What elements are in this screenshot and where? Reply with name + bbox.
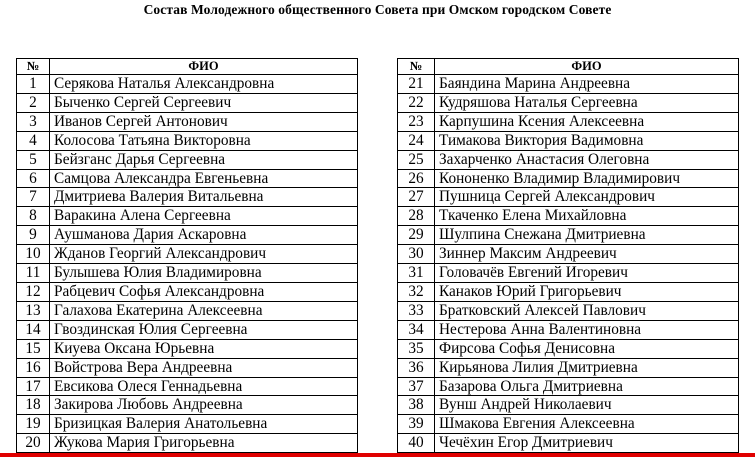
table-row <box>398 150 739 169</box>
row-number: 27 <box>398 188 435 207</box>
member-name: Канаков Юрий Григорьевич <box>435 282 739 301</box>
row-number: 16 <box>17 358 50 377</box>
table-row <box>17 75 358 94</box>
member-name: Кононенко Владимир Владимирович <box>435 169 739 188</box>
column-header-name: ФИО <box>50 59 358 75</box>
member-name: Галахова Екатерина Алексеевна <box>50 301 358 320</box>
row-number: 11 <box>17 264 50 283</box>
member-name: Нестерова Анна Валентиновна <box>435 320 739 339</box>
row-number: 24 <box>398 131 435 150</box>
table-row <box>398 377 739 396</box>
row-number: 25 <box>398 150 435 169</box>
row-number: 39 <box>398 415 435 434</box>
table-row <box>17 226 358 245</box>
row-number: 14 <box>17 320 50 339</box>
member-name: Колосова Татьяна Викторовна <box>50 131 358 150</box>
member-name: Карпушина Ксения Алексеевна <box>435 112 739 131</box>
member-name: Жукова Мария Григорьевна <box>50 434 358 453</box>
table-row <box>17 415 358 434</box>
member-name: Киуева Оксана Юрьевна <box>50 339 358 358</box>
row-number: 34 <box>398 320 435 339</box>
table-row <box>17 150 358 169</box>
row-number: 38 <box>398 396 435 415</box>
table-row <box>17 434 358 453</box>
member-name: Войстрова Вера Андреевна <box>50 358 358 377</box>
table-row <box>398 282 739 301</box>
members-table-left <box>16 58 358 453</box>
row-number: 8 <box>17 207 50 226</box>
table-row <box>398 131 739 150</box>
member-name: Зиннер Максим Андреевич <box>435 245 739 264</box>
table-row <box>17 301 358 320</box>
row-number: 5 <box>17 150 50 169</box>
row-number: 21 <box>398 75 435 94</box>
row-number: 19 <box>17 415 50 434</box>
member-name: Пушница Сергей Александрович <box>435 188 739 207</box>
member-name: Захарченко Анастасия Олеговна <box>435 150 739 169</box>
member-name: Кудряшова Наталья Сергеевна <box>435 93 739 112</box>
row-number: 2 <box>17 93 50 112</box>
table-row <box>17 339 358 358</box>
table-row <box>17 245 358 264</box>
member-name: Шулпина Снежана Дмитриевна <box>435 226 739 245</box>
member-name: Бризицкая Валерия Анатольевна <box>50 415 358 434</box>
row-number: 28 <box>398 207 435 226</box>
member-name: Иванов Сергей Антонович <box>50 112 358 131</box>
table-row <box>17 377 358 396</box>
row-number: 29 <box>398 226 435 245</box>
table-row <box>17 358 358 377</box>
row-number: 4 <box>17 131 50 150</box>
row-number: 18 <box>17 396 50 415</box>
row-number: 7 <box>17 188 50 207</box>
column-header-name: ФИО <box>435 59 739 75</box>
row-number: 1 <box>17 75 50 94</box>
row-number: 12 <box>17 282 50 301</box>
member-name: Аушманова Дария Аскаровна <box>50 226 358 245</box>
member-name: Варакина Алена Сергеевна <box>50 207 358 226</box>
bottom-red-rule <box>0 453 755 457</box>
table-row <box>398 396 739 415</box>
table-row <box>398 358 739 377</box>
table-row <box>398 207 739 226</box>
member-name: Серякова Наталья Александровна <box>50 75 358 94</box>
table-row <box>398 339 739 358</box>
row-number: 26 <box>398 169 435 188</box>
table-row <box>398 93 739 112</box>
member-name: Жданов Георгий Александрович <box>50 245 358 264</box>
table-row <box>398 320 739 339</box>
row-number: 9 <box>17 226 50 245</box>
table-row <box>17 207 358 226</box>
row-number: 23 <box>398 112 435 131</box>
table-row <box>17 93 358 112</box>
table-row <box>17 188 358 207</box>
column-header-number: № <box>398 59 435 75</box>
member-name: Бейзганс Дарья Сергеевна <box>50 150 358 169</box>
row-number: 31 <box>398 264 435 283</box>
table-row <box>17 169 358 188</box>
table-row <box>17 112 358 131</box>
member-name: Вунш Андрей Николаевич <box>435 396 739 415</box>
table-row <box>398 264 739 283</box>
member-name: Братковский Алексей Павлович <box>435 301 739 320</box>
table-row <box>398 245 739 264</box>
row-number: 32 <box>398 282 435 301</box>
table-row <box>398 188 739 207</box>
member-name: Тимакова Виктория Вадимовна <box>435 131 739 150</box>
member-name: Гвоздинская Юлия Сергеевна <box>50 320 358 339</box>
member-name: Рабцевич Софья Александровна <box>50 282 358 301</box>
member-name: Ткаченко Елена Михайловна <box>435 207 739 226</box>
page-title: Состав Молодежного общественного Совета при Омском городском Совете <box>143 2 612 17</box>
member-name: Дмитриева Валерия Витальевна <box>50 188 358 207</box>
row-number: 20 <box>17 434 50 453</box>
member-name: Баяндина Марина Андреевна <box>435 75 739 94</box>
member-name: Фирсова Софья Денисовна <box>435 339 739 358</box>
row-number: 33 <box>398 301 435 320</box>
member-name: Головачёв Евгений Игоревич <box>435 264 739 283</box>
table-header-row <box>17 59 358 75</box>
member-name: Базарова Ольга Дмитриевна <box>435 377 739 396</box>
table-row <box>17 396 358 415</box>
member-name: Кирьянова Лилия Дмитриевна <box>435 358 739 377</box>
table-row <box>398 415 739 434</box>
table-row <box>398 169 739 188</box>
table-row <box>17 320 358 339</box>
member-name: Быченко Сергей Сергеевич <box>50 93 358 112</box>
row-number: 15 <box>17 339 50 358</box>
row-number: 17 <box>17 377 50 396</box>
table-row <box>17 264 358 283</box>
row-number: 35 <box>398 339 435 358</box>
row-number: 22 <box>398 93 435 112</box>
row-number: 10 <box>17 245 50 264</box>
row-number: 40 <box>398 434 435 453</box>
row-number: 6 <box>17 169 50 188</box>
member-name: Закирова Любовь Андреевна <box>50 396 358 415</box>
member-name: Самцова Александра Евгеньевна <box>50 169 358 188</box>
member-name: Евсикова Олеся Геннадьевна <box>50 377 358 396</box>
table-row <box>17 282 358 301</box>
table-row <box>398 75 739 94</box>
table-header-row <box>398 59 739 75</box>
member-name: Булышева Юлия Владимировна <box>50 264 358 283</box>
table-row <box>398 434 739 453</box>
table-row <box>17 131 358 150</box>
row-number: 13 <box>17 301 50 320</box>
member-name: Шмакова Евгения Алексеевна <box>435 415 739 434</box>
members-table-right <box>397 58 739 453</box>
table-row <box>398 112 739 131</box>
row-number: 36 <box>398 358 435 377</box>
table-row <box>398 226 739 245</box>
column-header-number: № <box>17 59 50 75</box>
row-number: 30 <box>398 245 435 264</box>
row-number: 37 <box>398 377 435 396</box>
table-row <box>398 301 739 320</box>
row-number: 3 <box>17 112 50 131</box>
member-name: Чечёхин Егор Дмитриевич <box>435 434 739 453</box>
